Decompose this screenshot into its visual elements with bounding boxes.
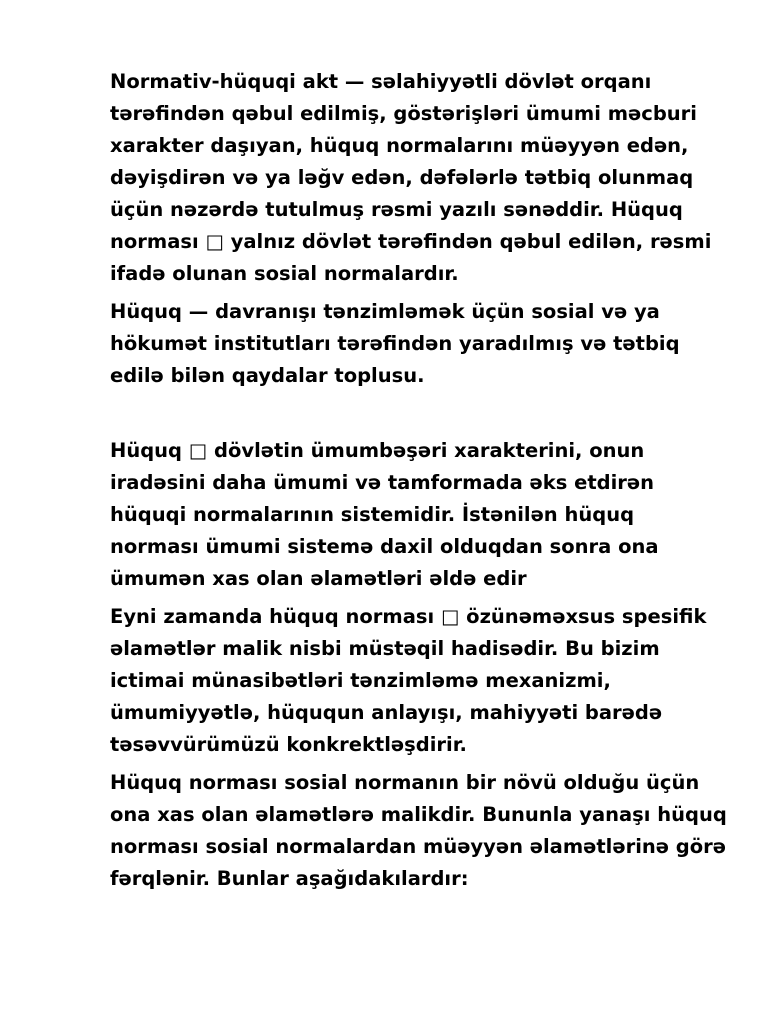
paragraph-law-system: Hüquq □ dövlətin ümumbəşəri xarakterini, onun iradəsini daha ümumi və tamformada əks etdirən hüquqi normalarının sistemidir. İstənilən hüquq norması ümumi sistemə daxil olduqdan sonra ona ümumən xas olan əlamətləri əldə edir [110, 439, 659, 590]
paragraph-specific-features: Eyni zamanda hüquq norması □ özünəməxsus spesifik əlamətlər malik nisbi müstəqil hadisədir. Bu bizim ictimai münasibətləri tənzimləmə mexanizmi, ümumiyyətlə, hüququn anlayışı, mahiyyəti barədə təsəvvürümüzü konkrektləşdirir. [110, 605, 707, 756]
paragraph-social-norm: Hüquq norması sosial normanın bir növü olduğu üçün ona xas olan əlamətlərə malikdir. Bununla yanaşı hüquq norması sosial normalardan müəyyən əlamətlərinə görə fərqlənir. Bunlar aşağıdakılardır: [110, 771, 727, 890]
paragraph-law-definition: Hüquq — davranışı tənzimləmək üçün sosial və ya hökumət institutları tərəfindən yaradılmış və tətbiq edilə bilən qaydalar toplusu. [110, 300, 680, 387]
paragraph-normative-act: Normativ-hüquqi akt — səlahiyyətli dövlət orqanı tərəfindən qəbul edilmiş, göstərişləri ümumi məcburi xarakter daşıyan, hüquq normalarını müəyyən edən, dəyişdirən və ya ləğv edən, dəfələrlə tətbiq olunmaq üçün nəzərdə tutulmuş rəsmi yazılı sənəddir. Hüquq norması □ yalnız dövlət tərəfindən qəbul edilən, rəsmi ifadə olunan sosial normalardır. [110, 70, 712, 285]
document-page [110, 66, 730, 901]
